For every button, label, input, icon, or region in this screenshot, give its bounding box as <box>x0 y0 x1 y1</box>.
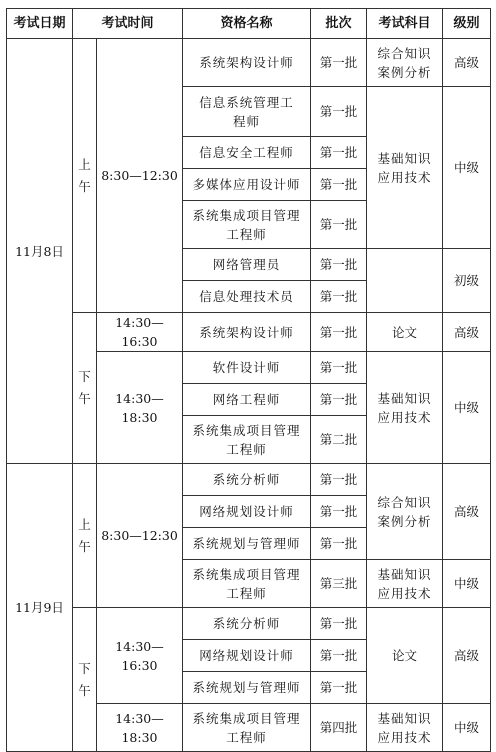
qualification-text: 网络规划设计师 <box>199 504 294 519</box>
qualification-text: 系统分析师 <box>212 616 281 631</box>
header-subject: 考试科目 <box>367 9 443 39</box>
level: 中级 <box>443 560 491 608</box>
qualification-text: 网络工程师 <box>212 392 281 407</box>
qualification-name <box>183 608 311 640</box>
batch: 第一批 <box>311 496 367 528</box>
table-row <box>7 608 491 640</box>
exam-subject <box>367 87 443 249</box>
exam-time: 8:30—12:30 <box>97 39 183 313</box>
header-time: 考试时间 <box>73 9 183 39</box>
batch: 第二批 <box>311 416 367 464</box>
qualification-name <box>183 464 311 496</box>
level: 高级 <box>443 464 491 560</box>
exam-subject-blank <box>367 249 443 313</box>
level: 初级 <box>443 249 491 313</box>
period-text: 上午 <box>78 156 91 194</box>
level: 高级 <box>443 313 491 352</box>
batch: 第三批 <box>311 560 367 608</box>
exam-date: 11月9日 <box>7 464 73 752</box>
exam-subject: 论文 <box>367 608 443 704</box>
subject-text: 基础知识应用技术 <box>377 566 432 601</box>
exam-schedule-table <box>6 8 491 752</box>
qualification-name <box>183 672 311 704</box>
period-label <box>73 608 97 752</box>
qualification-text: 网络规划设计师 <box>199 648 294 663</box>
qualification-name <box>183 640 311 672</box>
qualification-text: 多媒体应用设计师 <box>192 177 301 192</box>
batch: 第一批 <box>311 201 367 249</box>
exam-time: 14:30—16:30 <box>97 313 183 352</box>
qualification-text: 系统集成项目管理工程师 <box>192 422 301 457</box>
exam-subject <box>367 560 443 608</box>
header-level: 级别 <box>443 9 491 39</box>
table-row <box>7 464 491 496</box>
period-text: 上午 <box>78 516 91 554</box>
exam-time: 8:30—12:30 <box>97 464 183 608</box>
qualification-text: 系统集成项目管理工程师 <box>192 710 301 745</box>
batch: 第一批 <box>311 87 367 137</box>
exam-subject <box>367 464 443 560</box>
batch: 第一批 <box>311 313 367 352</box>
table-row <box>7 39 491 87</box>
qualification-name <box>183 39 311 87</box>
qualification-text: 系统规划与管理师 <box>192 536 301 551</box>
period-label <box>73 313 97 464</box>
qualification-name <box>183 384 311 416</box>
qualification-text: 软件设计师 <box>212 360 281 375</box>
level: 中级 <box>443 352 491 464</box>
qualification-name <box>183 496 311 528</box>
batch: 第一批 <box>311 281 367 313</box>
header-date: 考试日期 <box>7 9 73 39</box>
qualification-name <box>183 169 311 201</box>
batch: 第一批 <box>311 249 367 281</box>
table-row <box>7 313 491 352</box>
subject-text: 基础知识应用技术 <box>377 150 432 185</box>
qualification-name <box>183 201 311 249</box>
exam-time: 14:30—16:30 <box>97 608 183 704</box>
batch: 第一批 <box>311 640 367 672</box>
qualification-name <box>183 416 311 464</box>
qualification-name <box>183 87 311 137</box>
subject-text: 基础知识应用技术 <box>377 390 432 425</box>
qualification-name <box>183 313 311 352</box>
batch: 第四批 <box>311 704 367 752</box>
exam-subject <box>367 39 443 87</box>
qualification-name <box>183 249 311 281</box>
exam-subject <box>367 704 443 752</box>
qualification-name <box>183 352 311 384</box>
header-row <box>7 9 491 39</box>
qualification-text: 系统集成项目管理工程师 <box>192 207 301 242</box>
exam-time: 14:30—18:30 <box>97 352 183 464</box>
qualification-text: 系统架构设计师 <box>199 55 294 70</box>
header-qualification: 资格名称 <box>183 9 311 39</box>
exam-subject: 论文 <box>367 313 443 352</box>
batch: 第一批 <box>311 137 367 169</box>
qualification-name <box>183 137 311 169</box>
qualification-name <box>183 560 311 608</box>
batch: 第一批 <box>311 352 367 384</box>
period-label <box>73 464 97 608</box>
batch: 第一批 <box>311 384 367 416</box>
level: 中级 <box>443 87 491 249</box>
qualification-text: 系统集成项目管理工程师 <box>192 566 301 601</box>
qualification-text: 系统规划与管理师 <box>192 680 301 695</box>
qualification-text: 信息处理技术员 <box>199 289 294 304</box>
subject-text: 基础知识应用技术 <box>377 710 432 745</box>
qualification-text: 系统架构设计师 <box>199 324 294 340</box>
batch: 第一批 <box>311 672 367 704</box>
level: 中级 <box>443 704 491 752</box>
batch: 第一批 <box>311 169 367 201</box>
qualification-name <box>183 528 311 560</box>
qualification-name <box>183 281 311 313</box>
qualification-text: 网络管理员 <box>212 257 281 272</box>
exam-date: 11月8日 <box>7 39 73 464</box>
exam-subject <box>367 352 443 464</box>
subject-text: 综合知识案例分析 <box>377 45 432 80</box>
batch: 第一批 <box>311 39 367 87</box>
qualification-text: 系统分析师 <box>212 472 281 487</box>
batch: 第一批 <box>311 528 367 560</box>
exam-time: 14:30—18:30 <box>97 704 183 752</box>
period-text: 下午 <box>78 660 91 698</box>
batch: 第一批 <box>311 464 367 496</box>
period-text: 下午 <box>78 369 91 406</box>
qualification-name <box>183 704 311 752</box>
header-batch: 批次 <box>311 9 367 39</box>
level: 高级 <box>443 608 491 704</box>
batch: 第一批 <box>311 608 367 640</box>
qualification-text: 信息系统管理工程师 <box>199 94 294 129</box>
subject-text: 综合知识案例分析 <box>377 494 432 529</box>
level: 高级 <box>443 39 491 87</box>
qualification-text: 信息安全工程师 <box>199 145 294 160</box>
period-label <box>73 39 97 313</box>
